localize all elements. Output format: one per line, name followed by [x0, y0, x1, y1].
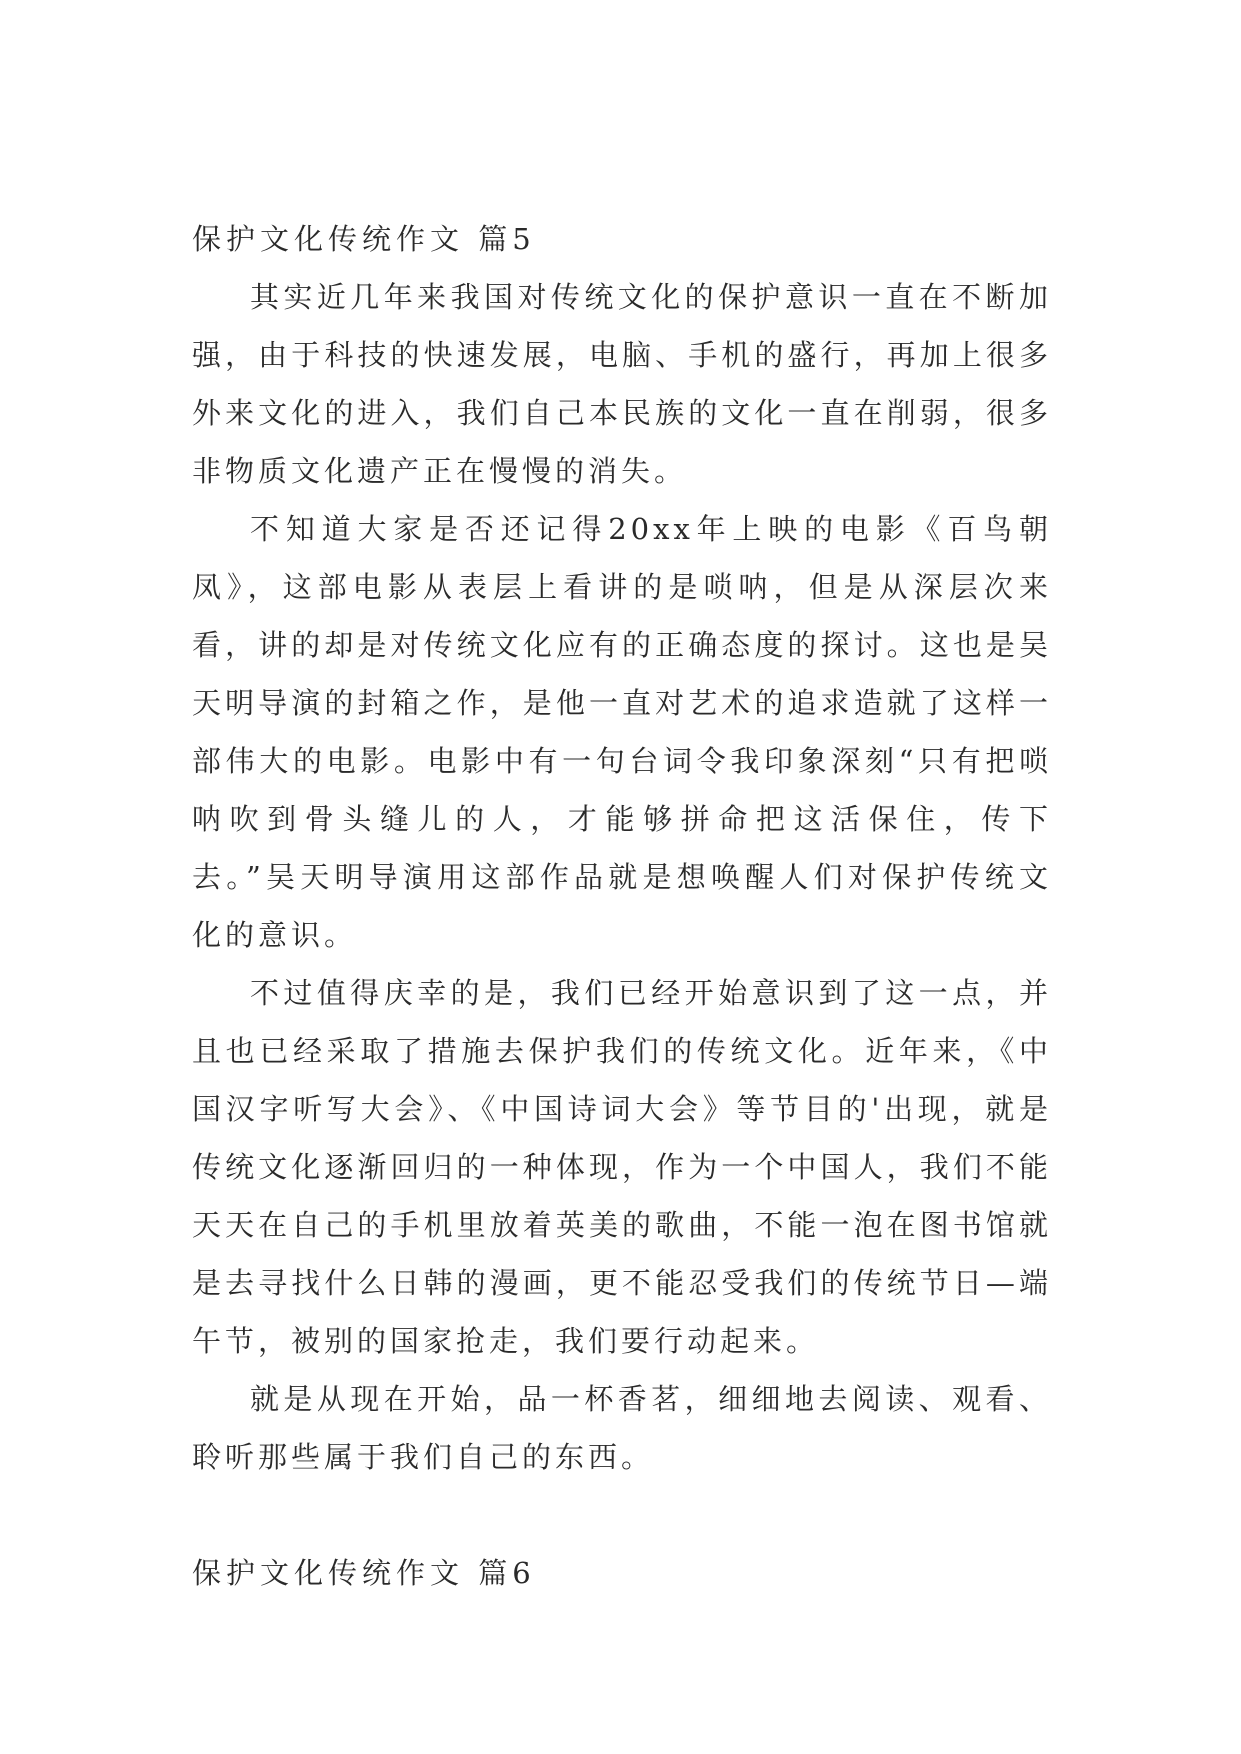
paragraph-2: 不知道大家是否还记得20xx年上映的电影《百鸟朝凤》，这部电影从表层上看讲的是唢呐，但是从深层次来看，讲的却是对传统文化应有的正确态度的探讨。这也是吴天明导演的封箱之作，是他一直对艺术的追求造就了这样一部伟大的电影。电影中有一句台词令我印象深刻“只有把唢呐吹到骨头缝儿的人，才能够拼命把这活保住，传下去。”吴天明导演用这部作品就是想唤醒人们对保护传统文化的意识。	[192, 512, 1052, 952]
section-heading-5: 保护文化传统作文 篇5	[192, 222, 536, 256]
paragraph-3: 不过值得庆幸的是，我们已经开始意识到了这一点，并且也已经采取了措施去保护我们的传统文化。近年来，《中国汉字听写大会》、《中国诗词大会》等节目的'出现，就是传统文化逐渐回归的一种体现，作为一个中国人，我们不能天天在自己的手机里放着英美的歌曲，不能一泡在图书馆就是去寻找什么日韩的漫画，更不能忍受我们的传统节日—端午节，被别的国家抢走，我们要行动起来。	[192, 976, 1052, 1358]
section-heading-6: 保护文化传统作文 篇6	[192, 1556, 536, 1590]
paragraph-4: 就是从现在开始，品一杯香茗，细细地去阅读、观看、聆听那些属于我们自己的东西。	[192, 1382, 1052, 1474]
document-body	[192, 210, 1052, 1602]
paragraph-1: 其实近几年来我国对传统文化的保护意识一直在不断加强，由于科技的快速发展，电脑、手机的盛行，再加上很多外来文化的进入，我们自己本民族的文化一直在削弱，很多非物质文化遗产正在慢慢的消失。	[192, 280, 1052, 488]
